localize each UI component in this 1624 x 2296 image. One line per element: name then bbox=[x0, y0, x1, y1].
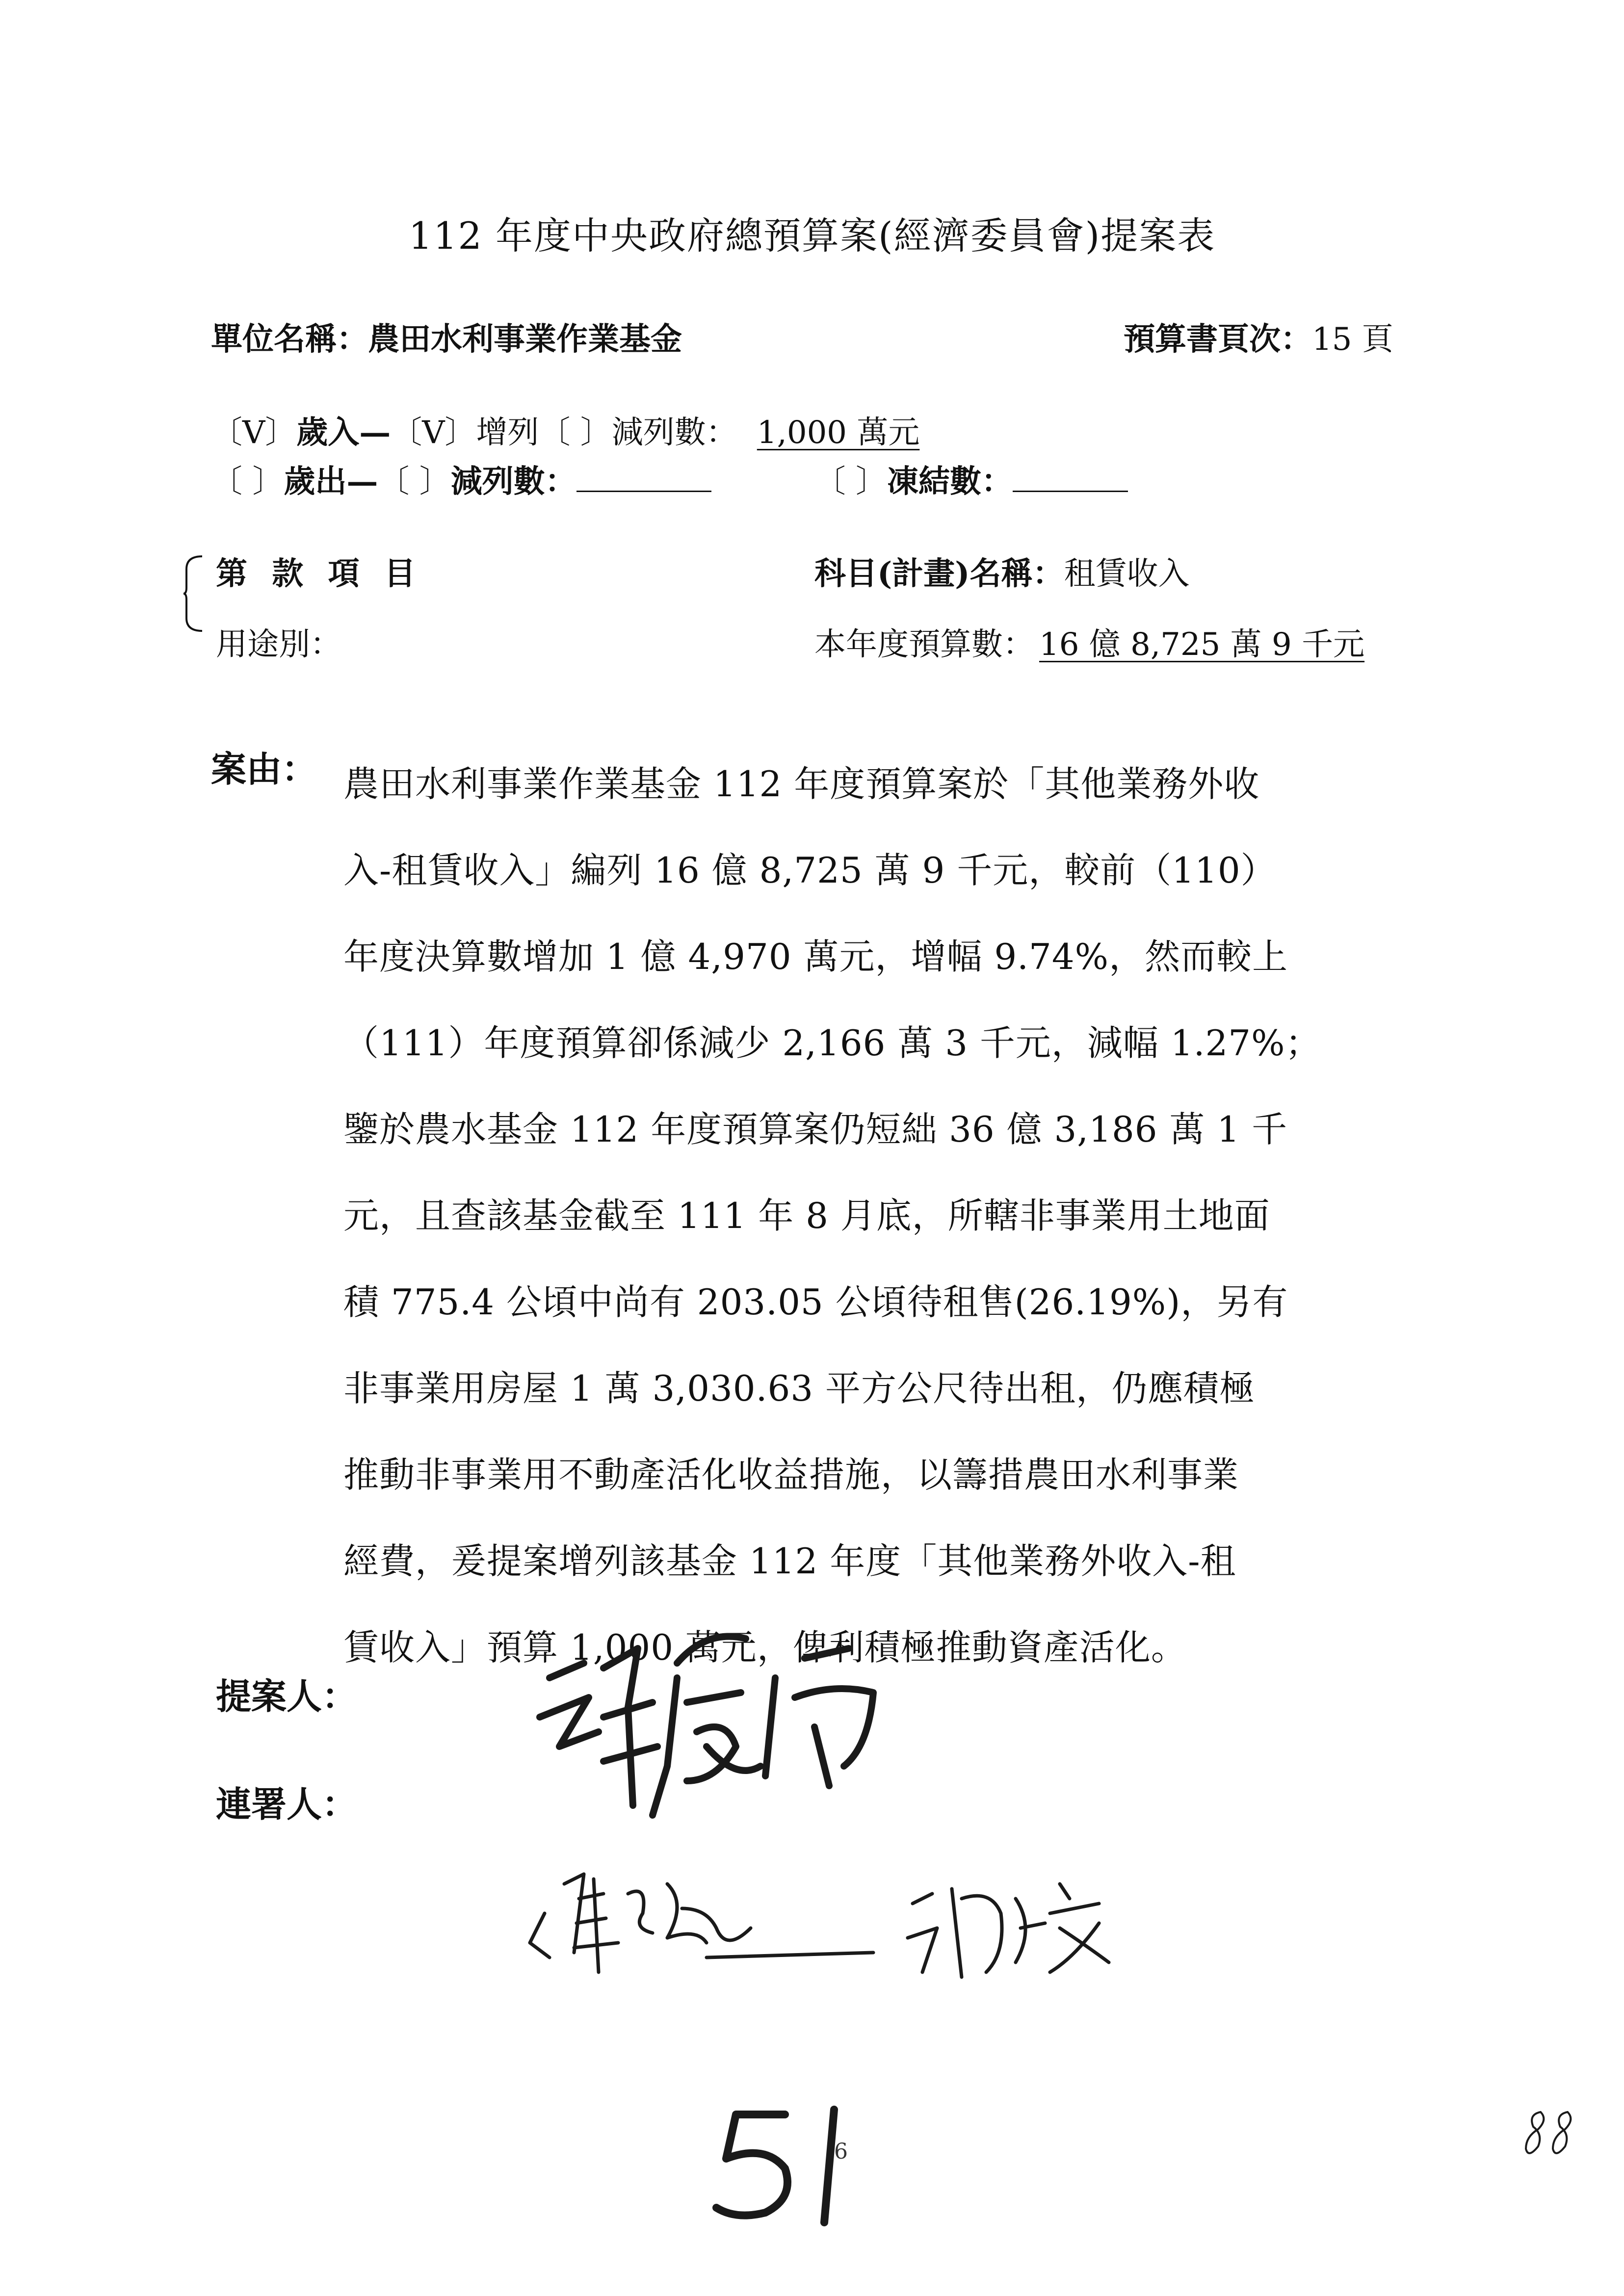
unit-value: 農田水利事業作業基金 bbox=[368, 321, 682, 358]
case-label: 案由： bbox=[211, 748, 317, 790]
proposer-label: 提案人： bbox=[216, 1675, 358, 1717]
expense-decrease-label: 減列數： bbox=[450, 463, 576, 500]
case-line: 元，且查該基金截至 111 年 8 月底，所轄非事業用土地面 bbox=[343, 1195, 1270, 1236]
proposer-signature bbox=[530, 1619, 922, 1825]
subject-label: 科目(計畫)名稱： bbox=[814, 555, 1064, 592]
budget-label: 本年度預算數： bbox=[814, 626, 1034, 663]
margin-page-number bbox=[1521, 2105, 1585, 2164]
bracket-icon bbox=[183, 554, 204, 633]
budget-amount bbox=[814, 619, 1384, 664]
case-line: 農田水利事業作業基金 112 年度預算案於「其他業務外收 bbox=[343, 763, 1260, 805]
freeze-blank bbox=[1013, 462, 1128, 492]
cosigner-label: 連署人： bbox=[216, 1783, 358, 1825]
revenue-check: 〔V〕 bbox=[211, 415, 297, 451]
case-line: 非事業用房屋 1 萬 3,030.63 平方公尺待出租，仍應積極 bbox=[343, 1368, 1255, 1409]
budget-value: 16 億 8,725 萬 9 千元 bbox=[1039, 626, 1365, 663]
page-reference bbox=[1124, 314, 1393, 359]
case-text bbox=[343, 741, 1462, 1691]
cosigner-signatures bbox=[520, 1854, 1168, 1992]
page-ref-value: 15 頁 bbox=[1312, 321, 1393, 358]
case-line: 年度決算數增加 1 億 4,970 萬元，增幅 9.74%，然而較上 bbox=[343, 936, 1288, 977]
case-line: 賃收入」預算 1,000 萬元，俾利積極推動資產活化。 bbox=[343, 1627, 1187, 1668]
subject-name bbox=[814, 548, 1190, 594]
decrease-check: 〔 〕 bbox=[539, 415, 612, 451]
revenue-label: 歲入— bbox=[296, 414, 391, 451]
decrease-label: 減列數： bbox=[611, 415, 737, 451]
expense-decrease-blank bbox=[576, 462, 711, 492]
freeze-check: 〔 〕 bbox=[814, 464, 888, 500]
case-line: 推動非事業用不動產活化收益措施，以籌措農田水利事業 bbox=[343, 1454, 1239, 1495]
case-line: 積 775.4 公頃中尚有 203.05 公頃待租售(26.19%)，另有 bbox=[343, 1281, 1288, 1323]
case-line: 入-租賃收入」編列 16 億 8,725 萬 9 千元，較前（110） bbox=[343, 850, 1277, 891]
form-title: 112 年度中央政府總預算案(經濟委員會)提案表 bbox=[408, 214, 1216, 258]
revenue-line bbox=[211, 407, 949, 452]
page-ref-label: 預算書頁次： bbox=[1124, 321, 1312, 358]
increase-label: 增列 bbox=[476, 415, 539, 451]
usage-label: 用途別： bbox=[216, 626, 341, 663]
expense-label: 歲出— bbox=[284, 463, 378, 500]
subject-value: 租賃收入 bbox=[1064, 556, 1190, 592]
unit-name bbox=[211, 314, 682, 359]
case-line: 鑒於農水基金 112 年度預算案仍短絀 36 億 3,186 萬 1 千 bbox=[343, 1109, 1288, 1150]
case-line: （111）年度預算卻係減少 2,166 萬 3 千元，減幅 1.27%； bbox=[343, 1022, 1321, 1064]
item-label: 第 款 項 目 bbox=[216, 555, 422, 592]
freeze-label: 凍結數： bbox=[887, 463, 1013, 500]
handwritten-number bbox=[707, 2100, 873, 2227]
revenue-amount: 1,000 萬元 bbox=[757, 415, 920, 451]
case-line: 經費，爰提案增列該基金 112 年度「其他業務外收入-租 bbox=[343, 1540, 1236, 1582]
footer-mark: 6 bbox=[834, 2139, 848, 2164]
expense-check: 〔 〕 bbox=[211, 464, 284, 500]
increase-check: 〔V〕 bbox=[391, 415, 476, 451]
expense-decrease-check: 〔 〕 bbox=[378, 464, 451, 500]
unit-label: 單位名稱： bbox=[211, 321, 368, 358]
expense-line bbox=[211, 456, 1128, 501]
